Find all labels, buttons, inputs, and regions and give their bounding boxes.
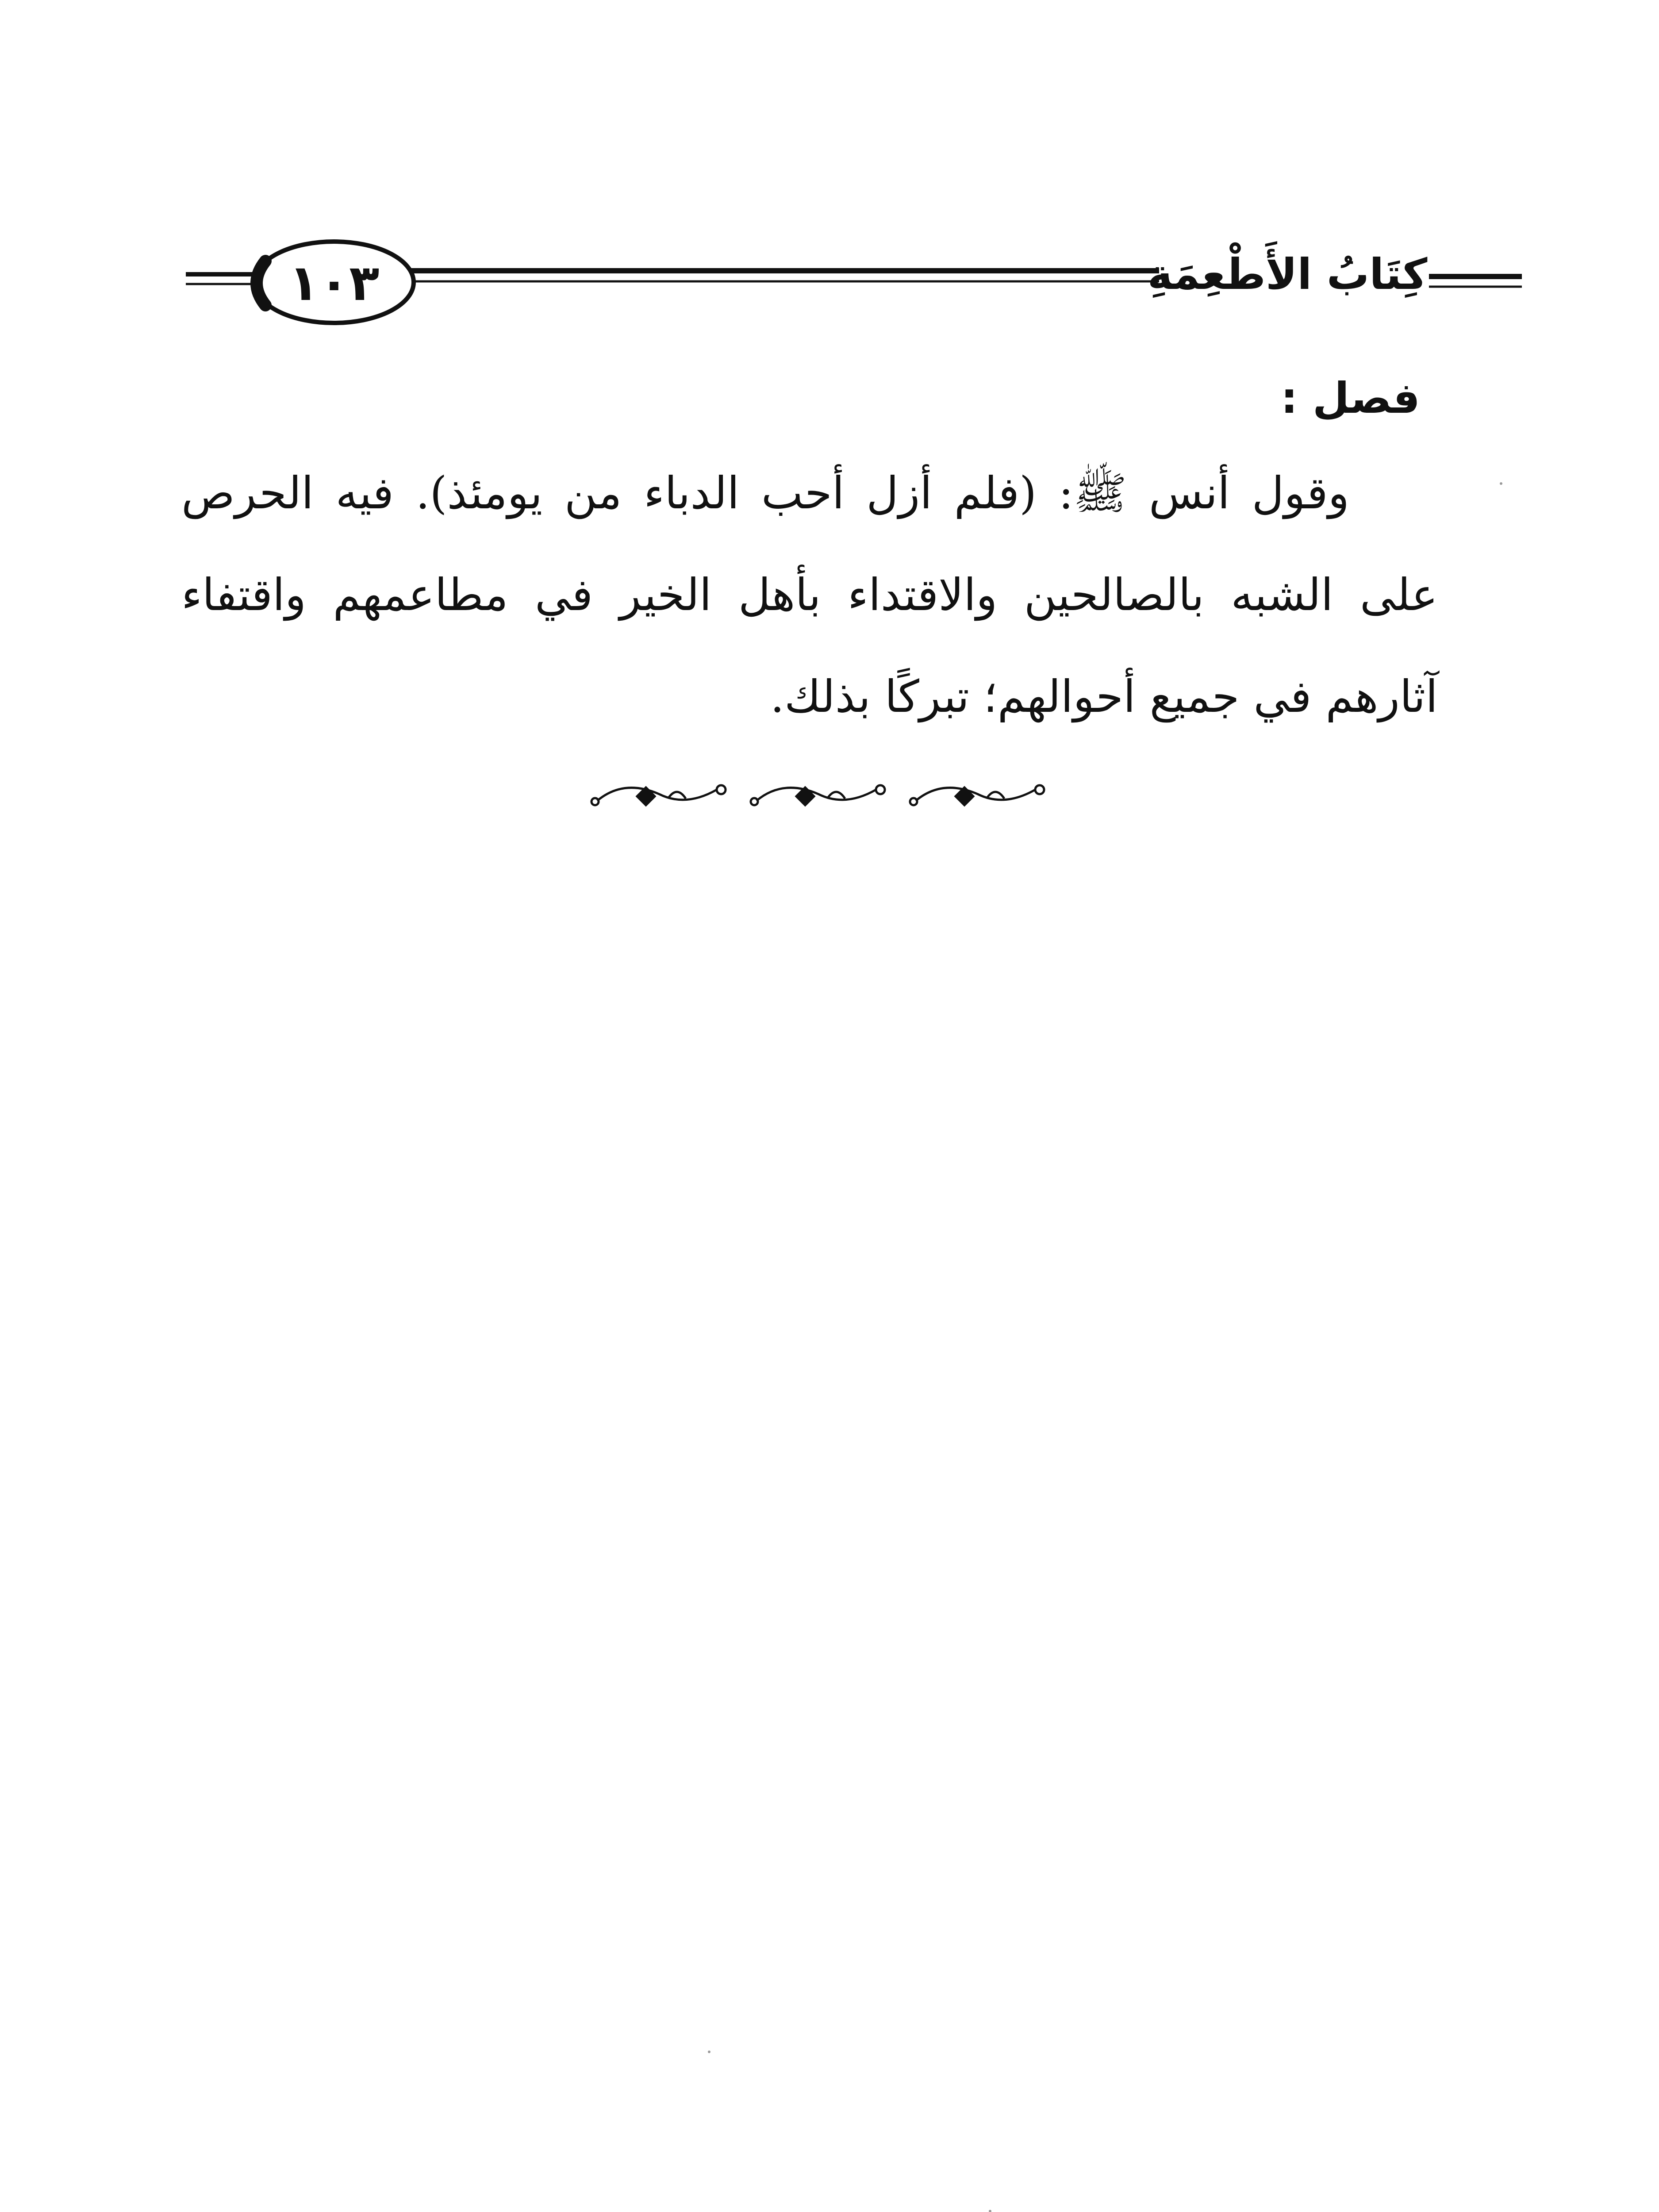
page-number: ١٠٣ (288, 254, 380, 312)
body-paragraph: وقول أنس ﷺ: (فلم أزل أحب الدباء من يومئذ). فيه الحرص على الشبه بالصالحين والاقتداء بأهل الخير في مطاعمهم واقتفاء آثارهم في جميع أحوالهم؛ تبركًا بذلك. (181, 467, 1438, 722)
section-end-ornament (584, 770, 1062, 818)
scan-speck (708, 2051, 710, 2053)
header-rule-ornament (0, 0, 1659, 398)
scan-speck (1500, 482, 1502, 485)
ornament-motif-3 (910, 785, 1044, 805)
page-content (181, 363, 1438, 748)
book-title: كِتَابُ الأَطْعِمَةِ (1147, 250, 1428, 299)
running-header (0, 0, 1659, 398)
scan-speck (989, 2210, 991, 2212)
section-heading: فصل : (1281, 373, 1420, 423)
ornament-motif-2 (751, 785, 885, 805)
ornament-motif-1 (591, 785, 726, 805)
